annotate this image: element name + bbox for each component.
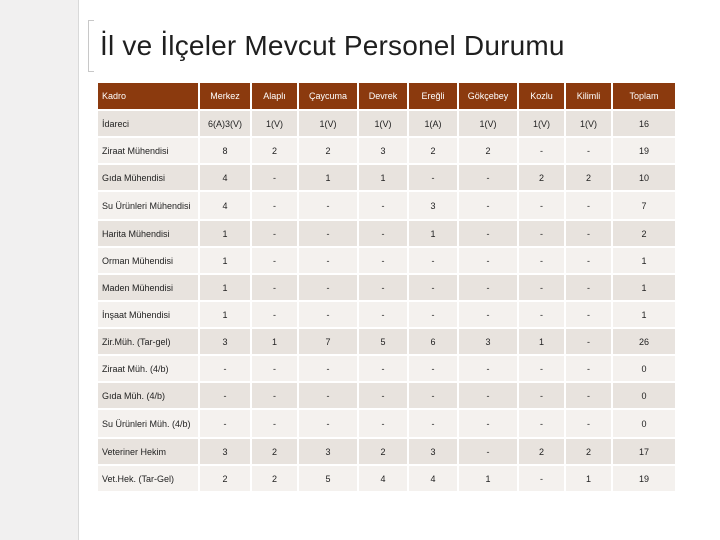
row-label-cell: Su Ürünleri Müh. (4/b) — [98, 410, 198, 437]
table-cell: - — [566, 275, 611, 300]
table-cell: - — [359, 302, 407, 327]
table-cell: - — [566, 383, 611, 408]
table-cell: 1 — [200, 275, 250, 300]
table-cell: 0 — [613, 410, 675, 437]
table-cell: 1(A) — [409, 111, 457, 136]
table-cell: 7 — [299, 329, 357, 354]
table-cell: - — [299, 356, 357, 381]
table-cell: 3 — [409, 439, 457, 464]
table-cell: - — [566, 410, 611, 437]
table-cell: - — [200, 383, 250, 408]
table-row — [98, 302, 675, 327]
table-cell: 1 — [299, 165, 357, 190]
table-cell: 3 — [200, 329, 250, 354]
table-cell: - — [359, 221, 407, 246]
table-cell: 16 — [613, 111, 675, 136]
table-cell: 19 — [613, 138, 675, 163]
table-cell: - — [359, 248, 407, 273]
table-row — [98, 221, 675, 246]
table-cell: - — [519, 138, 564, 163]
table-cell: - — [409, 356, 457, 381]
table-cell: 1(V) — [519, 111, 564, 136]
table-cell: 3 — [459, 329, 517, 354]
table-cell: - — [409, 275, 457, 300]
column-header-toplam: Toplam — [613, 83, 675, 109]
table-cell: 1 — [200, 248, 250, 273]
column-header-alapli: Alaplı — [252, 83, 297, 109]
table-cell: - — [200, 410, 250, 437]
table-row — [98, 466, 675, 491]
table-cell: - — [409, 410, 457, 437]
table-cell: 2 — [359, 439, 407, 464]
column-header-gokcebey: Gökçebey — [459, 83, 517, 109]
table-cell: 1 — [200, 221, 250, 246]
table-cell: 1 — [252, 329, 297, 354]
table-cell: 19 — [613, 466, 675, 491]
row-label-cell: Gıda Müh. (4/b) — [98, 383, 198, 408]
table-cell: - — [459, 192, 517, 219]
table-cell: - — [252, 221, 297, 246]
table-cell: - — [299, 221, 357, 246]
table-cell: - — [519, 275, 564, 300]
table-cell: - — [299, 248, 357, 273]
table-cell: - — [252, 192, 297, 219]
table-cell: 1(V) — [252, 111, 297, 136]
left-divider-line — [78, 0, 79, 540]
table-cell: 0 — [613, 383, 675, 408]
table-cell: 2 — [613, 221, 675, 246]
table-cell: - — [519, 466, 564, 491]
table-cell: - — [459, 302, 517, 327]
row-label-cell: Ziraat Müh. (4/b) — [98, 356, 198, 381]
table-cell: 5 — [299, 466, 357, 491]
table-cell: - — [409, 248, 457, 273]
table-cell: - — [459, 275, 517, 300]
table-cell: - — [566, 302, 611, 327]
table-cell: - — [200, 356, 250, 381]
table-cell: - — [566, 248, 611, 273]
table-cell: 4 — [359, 466, 407, 491]
table-cell: 2 — [409, 138, 457, 163]
table-cell: - — [459, 165, 517, 190]
row-label-cell: Orman Mühendisi — [98, 248, 198, 273]
table-cell: 8 — [200, 138, 250, 163]
table-cell: 1 — [459, 466, 517, 491]
table-cell: 1 — [613, 302, 675, 327]
table-cell: - — [459, 356, 517, 381]
column-header-caycuma: Çaycuma — [299, 83, 357, 109]
table-cell: - — [252, 356, 297, 381]
table-cell: - — [409, 302, 457, 327]
table-cell: 5 — [359, 329, 407, 354]
table-cell: - — [359, 275, 407, 300]
table-cell: - — [519, 356, 564, 381]
table-cell: - — [459, 410, 517, 437]
table-cell: - — [519, 410, 564, 437]
table-cell: - — [566, 356, 611, 381]
table-cell: - — [359, 192, 407, 219]
row-label-cell: İnşaat Mühendisi — [98, 302, 198, 327]
table-cell: 1 — [409, 221, 457, 246]
row-label-cell: Ziraat Mühendisi — [98, 138, 198, 163]
column-header-merkez: Merkez — [200, 83, 250, 109]
table-cell: - — [409, 383, 457, 408]
table-row — [98, 165, 675, 190]
table-cell: 1 — [613, 275, 675, 300]
table-cell: - — [252, 383, 297, 408]
table-cell: - — [252, 302, 297, 327]
table-cell: 1(V) — [299, 111, 357, 136]
page-title: İl ve İlçeler Mevcut Personel Durumu — [100, 30, 565, 61]
table-row — [98, 138, 675, 163]
row-label-cell: İdareci — [98, 111, 198, 136]
table-cell: 1(V) — [459, 111, 517, 136]
table-cell: 6 — [409, 329, 457, 354]
table-cell: - — [299, 302, 357, 327]
table-cell: - — [519, 302, 564, 327]
column-header-devrek: Devrek — [359, 83, 407, 109]
table-cell: 2 — [519, 439, 564, 464]
table-cell: - — [409, 165, 457, 190]
table-cell: - — [566, 138, 611, 163]
table-row — [98, 248, 675, 273]
table-row — [98, 383, 675, 408]
table-cell: - — [252, 165, 297, 190]
table-cell: 7 — [613, 192, 675, 219]
table-cell: - — [519, 221, 564, 246]
table-cell: - — [252, 275, 297, 300]
table-cell: - — [359, 410, 407, 437]
table-cell: 1 — [359, 165, 407, 190]
table-row — [98, 439, 675, 464]
row-label-cell: Su Ürünleri Mühendisi — [98, 192, 198, 219]
table-cell: 4 — [409, 466, 457, 491]
table-cell: - — [459, 248, 517, 273]
table-cell: - — [252, 410, 297, 437]
row-label-cell: Zir.Müh. (Tar-gel) — [98, 329, 198, 354]
table-cell: 4 — [200, 192, 250, 219]
table-cell: 3 — [299, 439, 357, 464]
row-label-cell: Veteriner Hekim — [98, 439, 198, 464]
table-cell: 0 — [613, 356, 675, 381]
table-row — [98, 410, 675, 437]
row-label-cell: Vet.Hek. (Tar-Gel) — [98, 466, 198, 491]
table-cell: 1 — [566, 466, 611, 491]
table-cell: - — [252, 248, 297, 273]
row-label-cell: Maden Mühendisi — [98, 275, 198, 300]
row-label-cell: Harita Mühendisi — [98, 221, 198, 246]
table-cell: 4 — [200, 165, 250, 190]
table-cell: 2 — [519, 165, 564, 190]
table-cell: - — [359, 356, 407, 381]
table-cell: - — [566, 221, 611, 246]
table-cell: - — [566, 192, 611, 219]
table-header-row — [98, 83, 675, 109]
table-cell: 3 — [409, 192, 457, 219]
table-row — [98, 192, 675, 219]
table-cell: 2 — [566, 165, 611, 190]
table-cell: 3 — [359, 138, 407, 163]
table-cell: 1 — [519, 329, 564, 354]
table-cell: 1(V) — [566, 111, 611, 136]
table-cell: - — [299, 275, 357, 300]
table-cell: 17 — [613, 439, 675, 464]
table-cell: 2 — [459, 138, 517, 163]
table-row — [98, 111, 675, 136]
table-cell: - — [519, 248, 564, 273]
table-cell: - — [519, 383, 564, 408]
table-cell: 2 — [200, 466, 250, 491]
table-row — [98, 356, 675, 381]
table-cell: 1 — [200, 302, 250, 327]
table-cell: 2 — [252, 138, 297, 163]
table-cell: - — [566, 329, 611, 354]
table-row — [98, 329, 675, 354]
column-header-kadro: Kadro — [98, 83, 198, 109]
table-cell: - — [459, 439, 517, 464]
table-cell: 1(V) — [359, 111, 407, 136]
left-decorative-band — [0, 0, 78, 540]
column-header-kilimli: Kilimli — [566, 83, 611, 109]
table-cell: 10 — [613, 165, 675, 190]
table-cell: 2 — [566, 439, 611, 464]
table-cell: 26 — [613, 329, 675, 354]
column-header-kozlu: Kozlu — [519, 83, 564, 109]
personnel-table — [96, 81, 677, 493]
table-cell: 2 — [252, 466, 297, 491]
table-cell: - — [359, 383, 407, 408]
table-cell: 2 — [299, 138, 357, 163]
table-cell: 1 — [613, 248, 675, 273]
table-cell: - — [299, 410, 357, 437]
table-cell: 6(A)3(V) — [200, 111, 250, 136]
table-cell: - — [459, 383, 517, 408]
table-cell: - — [519, 192, 564, 219]
table-cell: 2 — [252, 439, 297, 464]
row-label-cell: Gıda Mühendisi — [98, 165, 198, 190]
title-bracket-decoration — [88, 20, 94, 72]
column-header-eregli: Ereğli — [409, 83, 457, 109]
table-cell: - — [299, 192, 357, 219]
table-cell: - — [459, 221, 517, 246]
table-row — [98, 275, 675, 300]
table-cell: - — [299, 383, 357, 408]
table-cell: 3 — [200, 439, 250, 464]
